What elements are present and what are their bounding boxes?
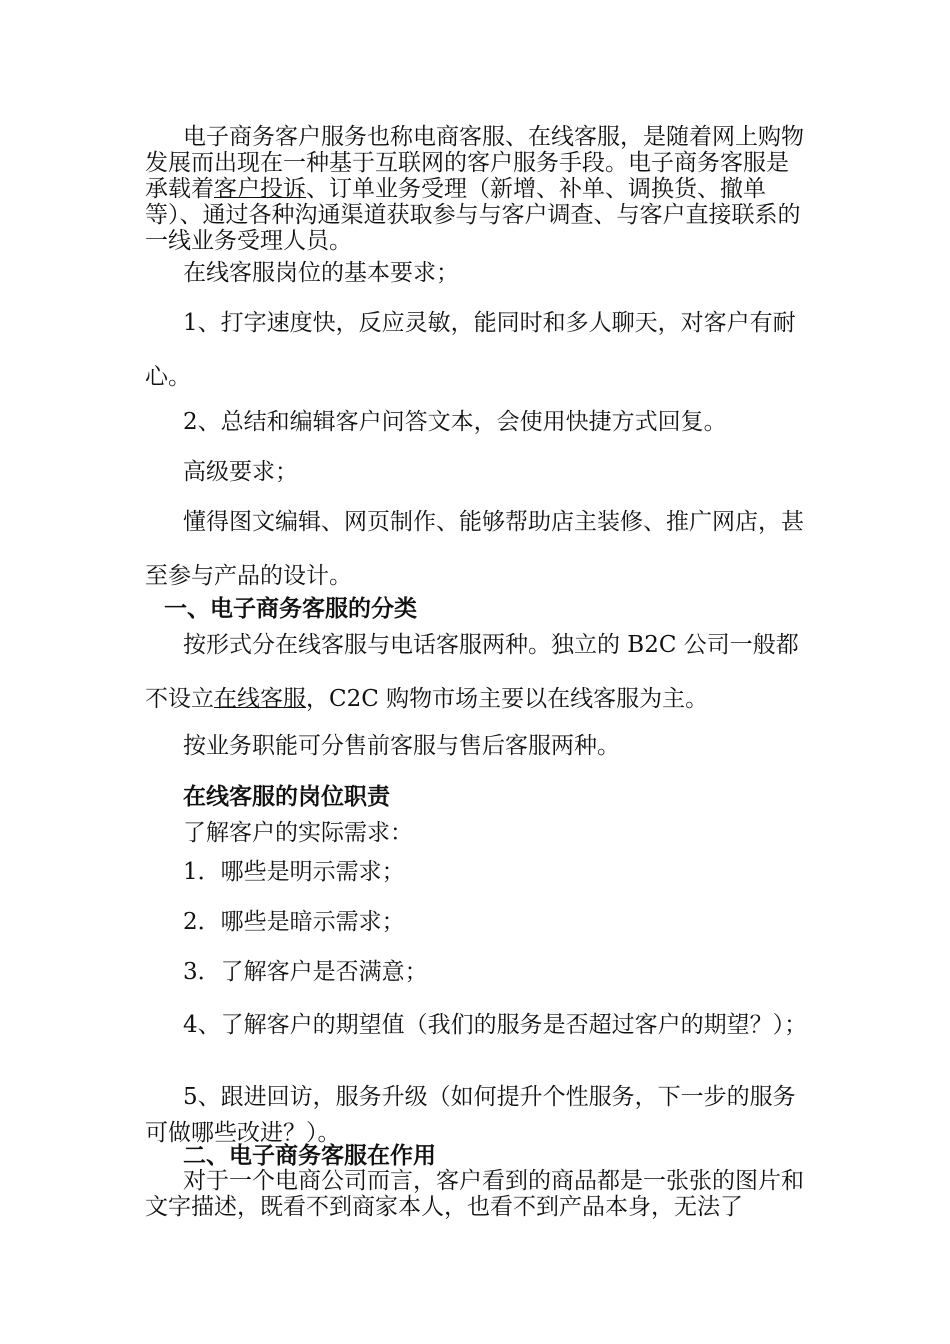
section-2-paragraph: 对于一个电商公司而言，客户看到的商品都是一张张的图片和文字描述，既看不到商家本人，也看不到产品本身，无法了 [145,1168,804,1220]
section-1-heading: 一、电子商务客服的分类 [164,596,417,622]
section-1-text-continued: ，C2C 购物市场主要以在线客服为主。 [306,686,709,712]
duty-item: 2．哪些是暗示需求； [183,909,405,935]
section-2-heading: 二、电子商务客服在作用 [183,1143,436,1169]
intro-text-continued: 、订单业务受理（新增、补单、调换货、撤单等）、通过各种沟通渠道获取参与与客户调查、与客户直接联系的一线业务受理人员。 [145,176,801,254]
duties-intro: 了解客户的实际需求： [183,820,413,846]
duty-item: 4、了解客户的期望值（我们的服务是否超过客户的期望？）； [183,1012,808,1038]
section-1-text: 按形式分在线客服与电话客服两种。独立的 B2C 公司一般都不设立 [145,632,799,712]
basic-requirement-1: 1、打字速度快，反应灵敏，能同时和多人聊天，对客户有耐心。 [145,310,796,390]
duty-item: 3．了解客户是否满意； [183,959,428,985]
online-service-link[interactable]: 在线客服 [214,686,306,712]
basic-requirement-2: 2、总结和编辑客户问答文本，会使用快捷方式回复。 [183,409,727,435]
duty-item: 1．哪些是明示需求； [183,859,405,885]
advanced-requirements-text: 懂得图文编辑、网页制作、能够帮助店主装修、推广网店，甚至参与产品的设计。 [145,509,804,589]
duty-item: 5、跟进回访，服务升级（如何提升个性服务，下一步的服务可做哪些改进？）。 [145,1084,796,1146]
advanced-requirements-heading: 高级要求； [183,459,298,485]
duties-heading: 在线客服的岗位职责 [183,784,390,810]
basic-requirements-heading: 在线客服岗位的基本要求； [183,260,459,286]
section-1-paragraph-2: 按业务职能可分售前客服与售后客服两种。 [183,733,620,759]
section-1-paragraph-1 [145,618,810,726]
intro-text: 电子商务客户服务也称电商客服、在线客服，是随着网上购物发展而出现在一种基于互联网的客户服务手段。电子商务客服是承载着 [145,124,804,202]
intro-paragraph [145,124,810,254]
customer-complaint-link[interactable]: 客户投诉 [214,176,306,202]
